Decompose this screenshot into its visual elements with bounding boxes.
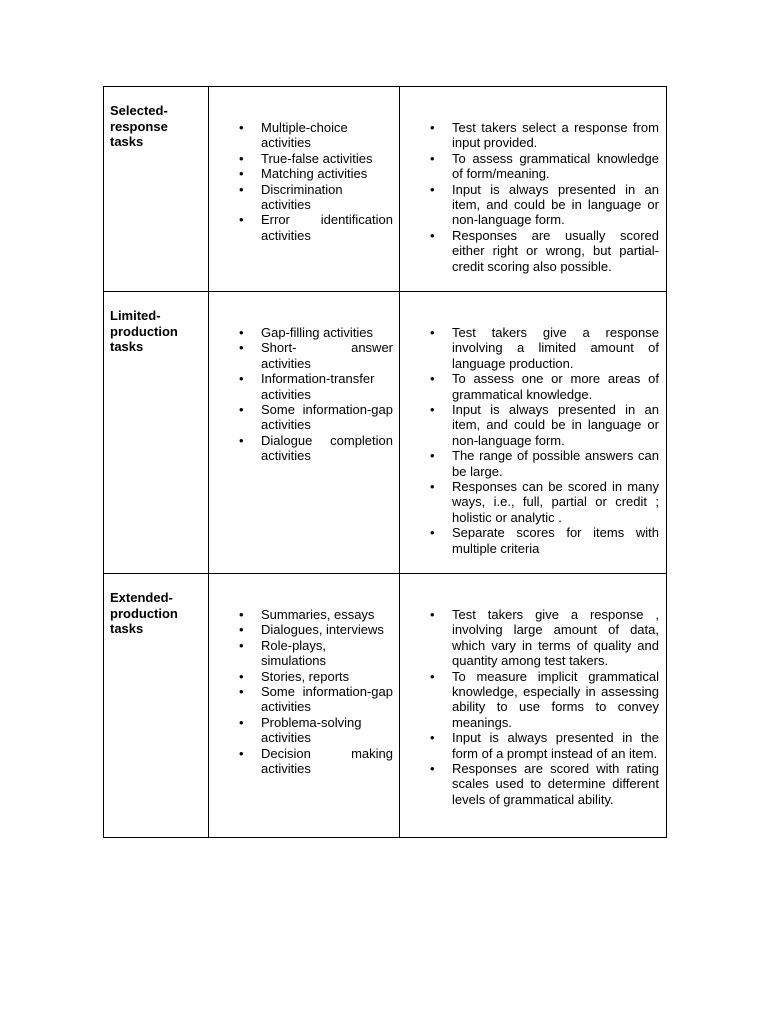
descriptions-cell xyxy=(400,574,667,838)
activities-list xyxy=(261,325,393,464)
list-item: • Decision making activities xyxy=(261,746,393,777)
list-item: • Responses are scored with rating scales used to determine different levels of grammatical ability. xyxy=(452,761,659,807)
list-item: • Responses are usually scored either right or wrong, but partial-credit scoring also possible. xyxy=(452,228,659,274)
list-item: • To assess one or more areas of grammatical knowledge. xyxy=(452,371,659,402)
task-types-table xyxy=(103,86,667,838)
list-item: • Some information-gap activities xyxy=(261,402,393,433)
list-item: • Error identification activities xyxy=(261,212,393,243)
list-item: • Short- answer activities xyxy=(261,340,393,371)
list-item: • Matching activities xyxy=(261,166,393,181)
list-item: • Test takers give a response , involving large amount of data, which vary in terms of quality and quantity among test takers. xyxy=(452,607,659,669)
task-type-cell xyxy=(104,87,209,292)
activities-cell xyxy=(209,574,400,838)
list-item: • To measure implicit grammatical knowledge, especially in assessing ability to use forms to convey meanings. xyxy=(452,669,659,731)
list-item: • To assess grammatical knowledge of form/meaning. xyxy=(452,151,659,182)
list-item: • Problema-solving activities xyxy=(261,715,393,746)
list-item: • Dialogues, interviews xyxy=(261,622,393,637)
activities-cell xyxy=(209,292,400,574)
descriptions-cell xyxy=(400,292,667,574)
list-item: • Discrimination activities xyxy=(261,182,393,213)
descriptions-list xyxy=(452,325,659,556)
task-type-cell xyxy=(104,574,209,838)
list-item: • Responses can be scored in many ways, i.e., full, partial or credit ; holistic or analytic . xyxy=(452,479,659,525)
list-item: • Summaries, essays xyxy=(261,607,393,622)
list-item: • Test takers give a response involving a limited amount of language production. xyxy=(452,325,659,371)
activities-cell xyxy=(209,87,400,292)
list-item: • Multiple-choice activities xyxy=(261,120,393,151)
descriptions-list xyxy=(452,120,659,274)
list-item: • Some information-gap activities xyxy=(261,684,393,715)
list-item: • Test takers select a response from input provided. xyxy=(452,120,659,151)
descriptions-list xyxy=(452,607,659,807)
table-row xyxy=(104,87,667,292)
activities-list xyxy=(261,120,393,243)
table-row xyxy=(104,574,667,838)
list-item: • Separate scores for items with multiple criteria xyxy=(452,525,659,556)
table-row xyxy=(104,292,667,574)
list-item: • Information-transfer activities xyxy=(261,371,393,402)
task-type-label: Selected- response tasks xyxy=(110,103,168,149)
list-item: • Input is always presented in an item, and could be in language or non-language form. xyxy=(452,402,659,448)
list-item: • Gap-filling activities xyxy=(261,325,393,340)
task-type-cell xyxy=(104,292,209,574)
list-item: • The range of possible answers can be large. xyxy=(452,448,659,479)
task-type-label: Limited- production tasks xyxy=(110,308,178,354)
activities-list xyxy=(261,607,393,776)
descriptions-cell xyxy=(400,87,667,292)
list-item: • Stories, reports xyxy=(261,669,393,684)
list-item: • True-false activities xyxy=(261,151,393,166)
task-type-label: Extended- production tasks xyxy=(110,590,178,636)
list-item: • Role-plays, simulations xyxy=(261,638,393,669)
list-item: • Input is always presented in the form of a prompt instead of an item. xyxy=(452,730,659,761)
list-item: • Input is always presented in an item, and could be in language or non-language form. xyxy=(452,182,659,228)
list-item: • Dialogue completion activities xyxy=(261,433,393,464)
